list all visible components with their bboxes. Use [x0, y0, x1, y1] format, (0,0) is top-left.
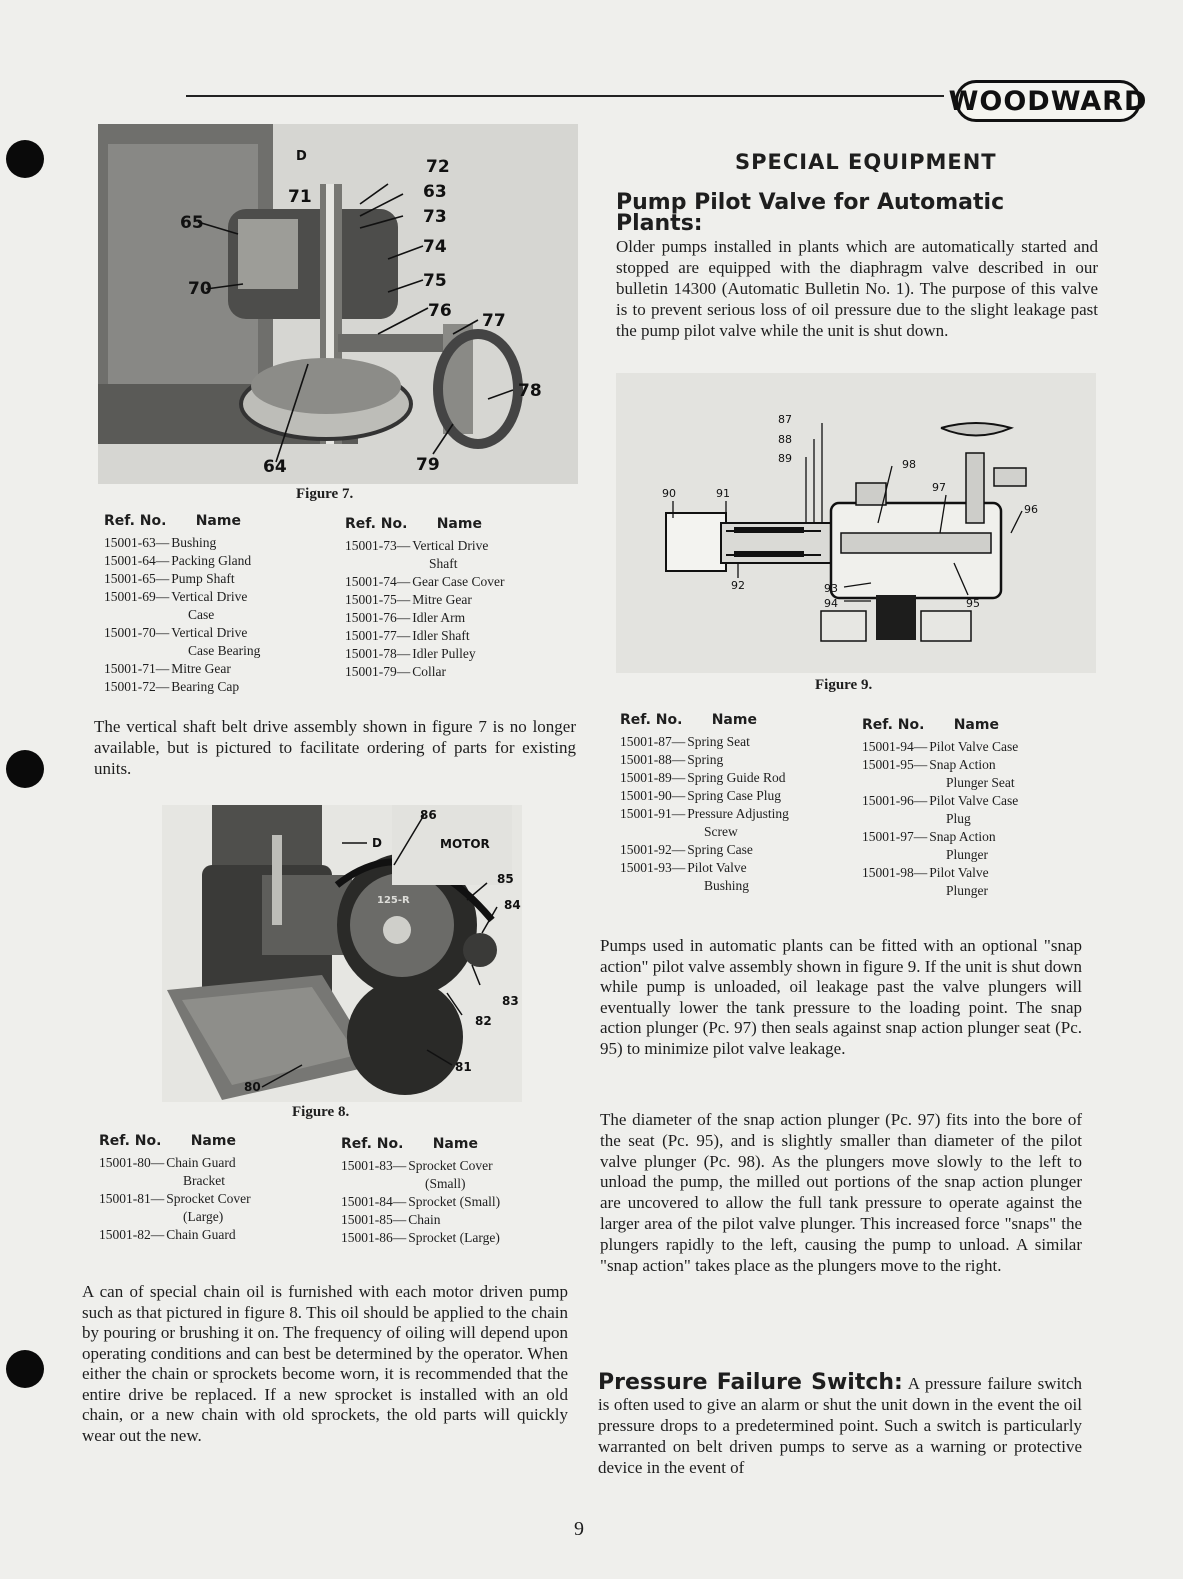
part-name-continued: Plunger	[946, 847, 988, 862]
part-name: Pilot Valve Case	[929, 739, 1019, 754]
part-name-continued: Plunger Seat	[946, 775, 1015, 790]
part-ref-number: 15001-76—	[345, 610, 411, 625]
part-name: Pilot Valve Case	[929, 793, 1019, 808]
part-ref-number: 15001-90—	[620, 788, 686, 803]
parts-header: Ref. No. Name	[862, 717, 999, 733]
part-ref-number: 15001-77—	[345, 628, 411, 643]
part-name: Vertical Drive	[171, 589, 248, 604]
part-ref-number: 15001-81—	[99, 1191, 165, 1206]
part-name: Sprocket (Small)	[408, 1194, 501, 1209]
figure-8-photo	[162, 805, 522, 1102]
pressure-failure-section	[598, 1372, 1082, 1478]
part-name: Collar	[412, 664, 446, 679]
parts-row	[620, 859, 860, 877]
part-ref-number: 15001-64—	[104, 553, 170, 568]
parts-header: Ref. No. Name	[104, 513, 241, 529]
part-name: Pump Shaft	[171, 571, 235, 586]
part-name-continued: Bracket	[183, 1173, 225, 1188]
part-ref-number: 15001-72—	[104, 679, 170, 694]
part-ref-number: 15001-86—	[341, 1230, 407, 1245]
fig9-callout-88: 88	[778, 433, 792, 446]
fig9-callout-93: 93	[824, 582, 838, 595]
parts-row	[620, 751, 860, 769]
part-name: Mitre Gear	[171, 661, 231, 676]
part-ref-number: 15001-98—	[862, 865, 928, 880]
part-name: Chain Guard	[166, 1227, 236, 1242]
part-ref-number: 15001-88—	[620, 752, 686, 767]
pump-pilot-heading: Pump Pilot Valve for Automatic Plants:	[616, 190, 1005, 236]
part-name-continued: Screw	[704, 824, 738, 839]
part-ref-number: 15001-70—	[104, 625, 170, 640]
fig8-callout-84: 84	[504, 898, 521, 912]
part-name: Snap Action	[929, 757, 996, 772]
parts-row	[620, 733, 860, 751]
fig9-callout-87: 87	[778, 413, 792, 426]
fig7-callout-77: 77	[482, 311, 506, 331]
parts-row	[345, 645, 585, 663]
parts-row	[99, 1154, 329, 1172]
figure-7-caption: Figure 7.	[296, 486, 354, 502]
part-name-continued: (Large)	[183, 1209, 224, 1224]
parts-row	[104, 660, 334, 678]
part-name: Spring	[687, 752, 724, 767]
part-name: Sprocket Cover	[408, 1158, 493, 1173]
parts-header: Ref. No. Name	[345, 516, 482, 532]
parts-header: Ref. No. Name	[341, 1136, 478, 1152]
fig8-callout-86: 86	[420, 808, 437, 822]
parts-row	[862, 864, 1087, 882]
fig7-callout-74: 74	[423, 237, 447, 257]
figure-8-parts-col1	[99, 1132, 329, 1244]
figure-9-caption: Figure 9.	[815, 677, 873, 693]
figure-8-caption: Figure 8.	[292, 1104, 350, 1120]
woodward-logo: WOODWARD	[955, 80, 1141, 122]
parts-row	[341, 1211, 586, 1229]
part-name: Spring Case Plug	[687, 788, 782, 803]
binder-hole-middle	[6, 750, 44, 788]
fig7-callout-70: 70	[188, 279, 212, 299]
fig8-callout-motor: MOTOR	[440, 837, 490, 851]
part-name: Vertical Drive	[171, 625, 248, 640]
parts-row	[99, 1226, 329, 1244]
page-number: 9	[574, 1518, 584, 1540]
parts-row	[345, 573, 585, 591]
figure-9-diagram	[616, 373, 1096, 673]
part-name: Spring Case	[687, 842, 753, 857]
part-ref-number: 15001-84—	[341, 1194, 407, 1209]
fig7-callout-72: 72	[426, 157, 450, 177]
parts-row	[862, 828, 1087, 846]
part-ref-number: 15001-78—	[345, 646, 411, 661]
parts-row	[345, 591, 585, 609]
fig8-callout-d: D	[372, 836, 382, 850]
part-ref-number: 15001-96—	[862, 793, 928, 808]
part-name: Idler Shaft	[412, 628, 470, 643]
snap-action-paragraph-2: The diameter of the snap action plunger (Pc. 97) fits into the bore of the seat (Pc. 95), and is slightly smaller than diameter of the pilot valve plunger (Pc. 98). As the plungers move slowly to the left to unload the pump, the milled out portions of the snap action plunger are uncovered to allow the full tank pressure to operate against the larger area of the pilot valve plunger. This increased force "snaps" the plungers rapidly to the left, causing the pump to unload. A similar "snap action" takes place as the plungers move to the right.	[600, 1110, 1082, 1275]
figure-7-parts-col1	[104, 512, 334, 696]
part-ref-number: 15001-92—	[620, 842, 686, 857]
part-name: Gear Case Cover	[412, 574, 505, 589]
part-ref-number: 15001-87—	[620, 734, 686, 749]
part-name: Pilot Valve	[929, 865, 989, 880]
parts-row	[104, 570, 334, 588]
part-name: Sprocket Cover	[166, 1191, 251, 1206]
fig7-callout-d: D	[296, 149, 307, 164]
parts-row	[104, 678, 334, 696]
pump-pilot-paragraph: Older pumps installed in plants which are automatically started and stopped are equipped with the diaphragm valve described in our bulletin 14300 (Automatic Bulletin No. 1). The purpose of this valve is to prevent serious loss of oil pressure due to the slight leakage past the pump pilot valve while the unit is shut down.	[616, 237, 1098, 340]
parts-header: Ref. No. Name	[99, 1133, 236, 1149]
fig9-callout-89: 89	[778, 452, 792, 465]
fig7-callout-63: 63	[423, 182, 447, 202]
figure-7-photo	[98, 124, 578, 484]
fig9-callout-91: 91	[716, 487, 730, 500]
part-name: Spring Seat	[687, 734, 750, 749]
part-name: Chain Guard	[166, 1155, 236, 1170]
parts-row	[862, 756, 1087, 774]
figure-9-parts-col2	[862, 716, 1087, 900]
parts-row	[620, 787, 860, 805]
part-ref-number: 15001-93—	[620, 860, 686, 875]
part-name: Packing Gland	[171, 553, 252, 568]
part-ref-number: 15001-69—	[104, 589, 170, 604]
part-name: Pressure Adjusting	[687, 806, 789, 821]
parts-row	[620, 769, 860, 787]
part-name: Mitre Gear	[412, 592, 472, 607]
parts-row	[620, 841, 860, 859]
part-ref-number: 15001-91—	[620, 806, 686, 821]
part-ref-number: 15001-79—	[345, 664, 411, 679]
fig7-callout-71: 71	[288, 187, 312, 207]
part-ref-number: 15001-75—	[345, 592, 411, 607]
part-ref-number: 15001-73—	[345, 538, 411, 553]
part-name-continued: Case Bearing	[188, 643, 261, 658]
parts-row	[341, 1157, 586, 1175]
part-ref-number: 15001-85—	[341, 1212, 407, 1227]
part-name: Bearing Cap	[171, 679, 240, 694]
part-name-continued: Shaft	[429, 556, 458, 571]
fig7-callout-78: 78	[518, 381, 542, 401]
fig8-callout-85: 85	[497, 872, 514, 886]
fig7-callout-79: 79	[416, 455, 440, 475]
part-ref-number: 15001-63—	[104, 535, 170, 550]
section-title: SPECIAL EQUIPMENT	[735, 150, 997, 174]
parts-row	[862, 738, 1087, 756]
part-name: Chain	[408, 1212, 441, 1227]
part-ref-number: 15001-94—	[862, 739, 928, 754]
parts-row	[104, 624, 334, 642]
parts-row	[104, 534, 334, 552]
fig7-callout-64: 64	[263, 457, 287, 477]
fig8-sprocket-marking: 125-R	[377, 895, 410, 906]
part-ref-number: 15001-74—	[345, 574, 411, 589]
figure-7-parts-col2	[345, 515, 585, 681]
fig8-callout-83: 83	[502, 994, 519, 1008]
binder-hole-bottom	[6, 1350, 44, 1388]
parts-row	[345, 537, 585, 555]
fig8-callout-81: 81	[455, 1060, 472, 1074]
part-name: Spring Guide Rod	[687, 770, 786, 785]
fig9-callout-96: 96	[1024, 503, 1038, 516]
pressure-failure-paragraph: A pressure failure switch is often used to give an alarm or shut the unit down in the event the oil pressure drops to a predetermined point. Such a switch is particularly warranted on belt driven pumps to serve as a warning or protective device in the event of	[598, 1374, 1082, 1477]
part-ref-number: 15001-71—	[104, 661, 170, 676]
part-name-continued: Bushing	[704, 878, 750, 893]
parts-row	[104, 552, 334, 570]
part-ref-number: 15001-95—	[862, 757, 928, 772]
fig8-callout-80: 80	[244, 1080, 261, 1094]
fig7-callout-76: 76	[428, 301, 452, 321]
part-name: Sprocket (Large)	[408, 1230, 500, 1245]
parts-row	[345, 663, 585, 681]
pressure-failure-heading: Pressure Failure Switch:	[598, 1370, 903, 1395]
parts-header: Ref. No. Name	[620, 712, 757, 728]
part-name: Bushing	[171, 535, 217, 550]
part-name-continued: (Small)	[425, 1176, 466, 1191]
part-name-continued: Case	[188, 607, 215, 622]
parts-row	[862, 792, 1087, 810]
snap-action-paragraph-1: Pumps used in automatic plants can be fitted with an optional "snap action" pilot valve assembly shown in figure 9. If the unit is shut down while pump is unloaded, oil leakage past the valve plungers will eventually lower the tank pressure to the loading point. The snap action plunger (Pc. 97) then seals against snap action plunger seat (Pc. 95) to minimize pilot valve leakage.	[600, 936, 1082, 1058]
fig9-callout-95: 95	[966, 597, 980, 610]
parts-row	[99, 1190, 329, 1208]
part-ref-number: 15001-89—	[620, 770, 686, 785]
part-name: Vertical Drive	[412, 538, 489, 553]
parts-row	[620, 805, 860, 823]
fig9-callout-94: 94	[824, 597, 838, 610]
figure-8-parts-col2	[341, 1135, 586, 1247]
part-ref-number: 15001-65—	[104, 571, 170, 586]
fig9-callout-90: 90	[662, 487, 676, 500]
parts-row	[341, 1193, 586, 1211]
part-ref-number: 15001-80—	[99, 1155, 165, 1170]
fig7-callout-73: 73	[423, 207, 447, 227]
part-name-continued: Plug	[946, 811, 971, 826]
fig7-callout-75: 75	[423, 271, 447, 291]
figure-9-parts-col1	[620, 711, 860, 895]
part-name: Pilot Valve	[687, 860, 747, 875]
figure-8-paragraph: A can of special chain oil is furnished with each motor driven pump such as that pictured in figure 8. This oil should be applied to the chain by pouring or brushing it on. The frequency of oiling will depend upon operating conditions and can best be determined by the operator. When either the chain or sprockets become worn, it is recommended that the entire drive be replaced. If a new sprocket is installed with an old chain, or a new chain with old sprockets, the old parts will quickly wear out the new.	[82, 1282, 568, 1445]
part-name: Idler Pulley	[412, 646, 476, 661]
parts-row	[345, 627, 585, 645]
part-ref-number: 15001-97—	[862, 829, 928, 844]
binder-hole-top	[6, 140, 44, 178]
fig9-callout-97: 97	[932, 481, 946, 494]
figure-7-paragraph: The vertical shaft belt drive assembly shown in figure 7 is no longer available, but is pictured to facilitate ordering of parts for existing units.	[94, 717, 576, 778]
fig9-callout-92: 92	[731, 579, 745, 592]
header-rule	[186, 95, 944, 97]
part-name: Snap Action	[929, 829, 996, 844]
part-name-continued: Plunger	[946, 883, 988, 898]
part-ref-number: 15001-83—	[341, 1158, 407, 1173]
fig8-callout-82: 82	[475, 1014, 492, 1028]
parts-row	[104, 588, 334, 606]
parts-row	[341, 1229, 586, 1247]
fig7-callout-65: 65	[180, 213, 204, 233]
pump-pilot-section	[616, 192, 1098, 341]
part-ref-number: 15001-82—	[99, 1227, 165, 1242]
fig9-callout-98: 98	[902, 458, 916, 471]
part-name: Idler Arm	[412, 610, 466, 625]
parts-row	[345, 609, 585, 627]
